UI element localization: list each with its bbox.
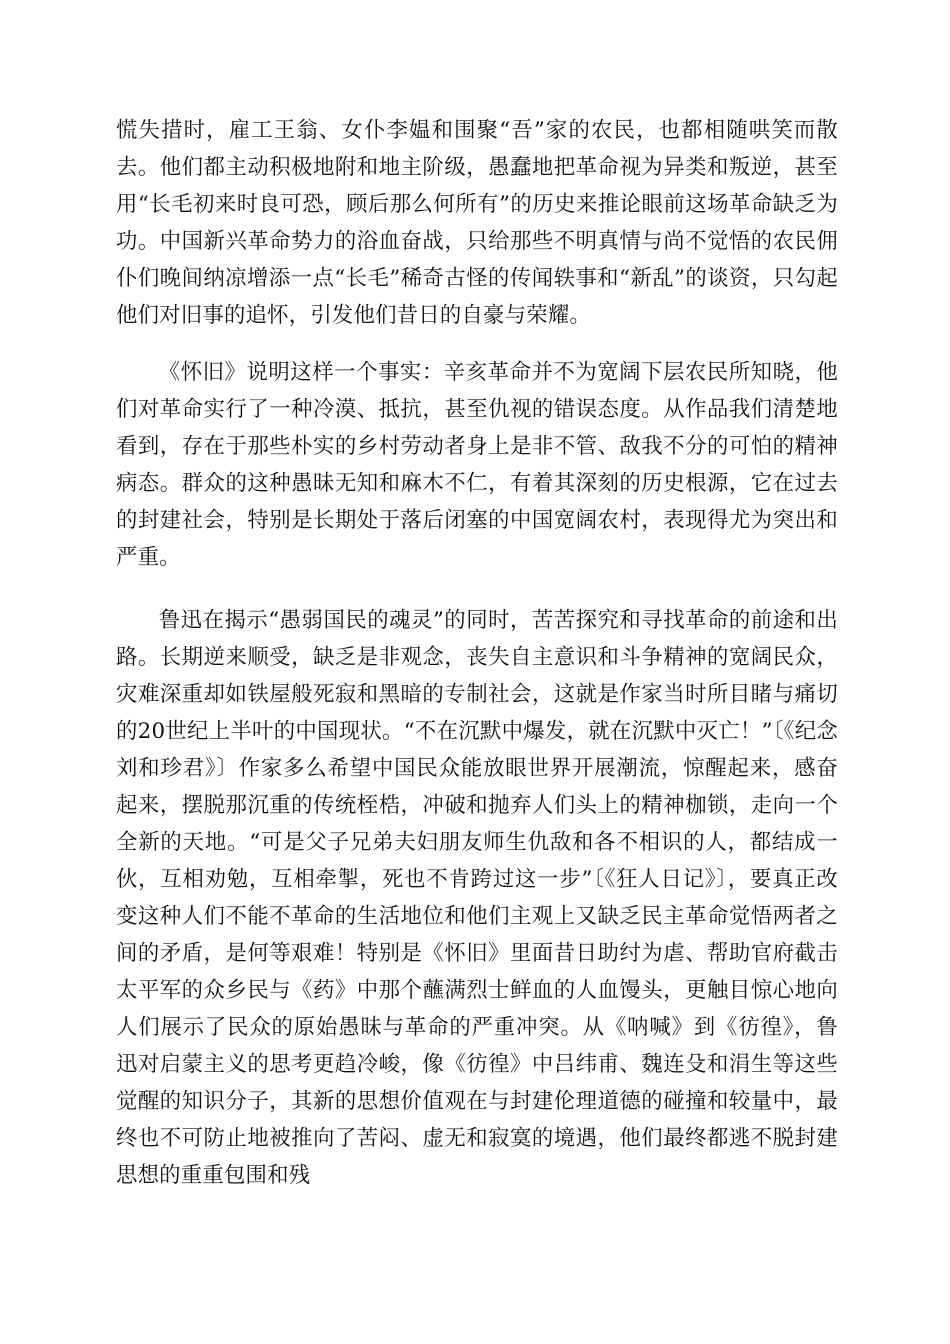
document-body <box>116 112 838 1194</box>
paragraph-2: 《怀旧》说明这样一个事实：辛亥革命并不为宽阔下层农民所知晓，他们对革命实行了一种冷漠、抵抗，甚至仇视的错误态度。从作品我们清楚地看到，存在于那些朴实的乡村劳动者身上是非不管、敌我不分的可怕的精神病态。群众的这种愚昧无知和麻木不仁，有着其深刻的历史根源，它在过去的封建社会，特别是长期处于落后闭塞的中国宽阔农村，表现得尤为突出和严重。 <box>116 360 838 570</box>
paragraph-3: 鲁迅在揭示“愚弱国民的魂灵”的同时，苦苦探究和寻找革命的前途和出路。长期逆来顺受，缺乏是非观念，丧失自主意识和斗争精神的宽阔民众，灾难深重却如铁屋般死寂和黑暗的专制社会，这就是作家当时所目睹与痛切的20世纪上半叶的中国现状。“不在沉默中爆发，就在沉默中灭亡！”〔《纪念刘和珍君》〕作家多么希望中国民众能放眼世界开展潮流，惊醒起来，感奋起来，摆脱那沉重的传统桎梏，冲破和抛弃人们头上的精神枷锁，走向一个全新的天地。“可是父子兄弟夫妇朋友师生仇敌和各不相识的人，都结成一伙，互相劝勉，互相牵掣，死也不肯跨过这一步”〔《狂人日记》〕，要真正改变这种人们不能不革命的生活地位和他们主观上又缺乏民主革命觉悟两者之间的矛盾，是何等艰难！特别是《怀旧》里面昔日助纣为虐、帮助官府截击太平军的众乡民与《药》中那个蘸满烈士鲜血的人血馒头，更触目惊心地向人们展示了民众的原始愚昧与革命的严重冲突。从《呐喊》到《彷徨》，鲁迅对启蒙主义的思考更趋冷峻，像《彷徨》中吕纬甫、魏连殳和涓生等这些觉醒的知识分子，其新的思想价值观在与封建伦理道德的碰撞和较量中，最终也不可防止地被推向了苦闷、虚无和寂寞的境遇，他们最终都逃不脱封建思想的重重包围和残 <box>116 608 838 1188</box>
paragraph-1: 慌失措时，雇工王翁、女仆李媪和围聚“吾”家的农民，也都相随哄笑而散去。他们都主动积极地附和地主阶级，愚蠢地把革命视为异类和叛逆，甚至用“长毛初来时良可恐，顾后那么何所有”的历史来推论眼前这场革命缺乏为功。中国新兴革命势力的浴血奋战，只给那些不明真情与尚不觉悟的农民佣仆们晚间纳凉增添一点“长毛”稀奇古怪的传闻轶事和“新乱”的谈资，只勾起他们对旧事的追怀，引发他们昔日的自豪与荣耀。 <box>116 118 838 328</box>
